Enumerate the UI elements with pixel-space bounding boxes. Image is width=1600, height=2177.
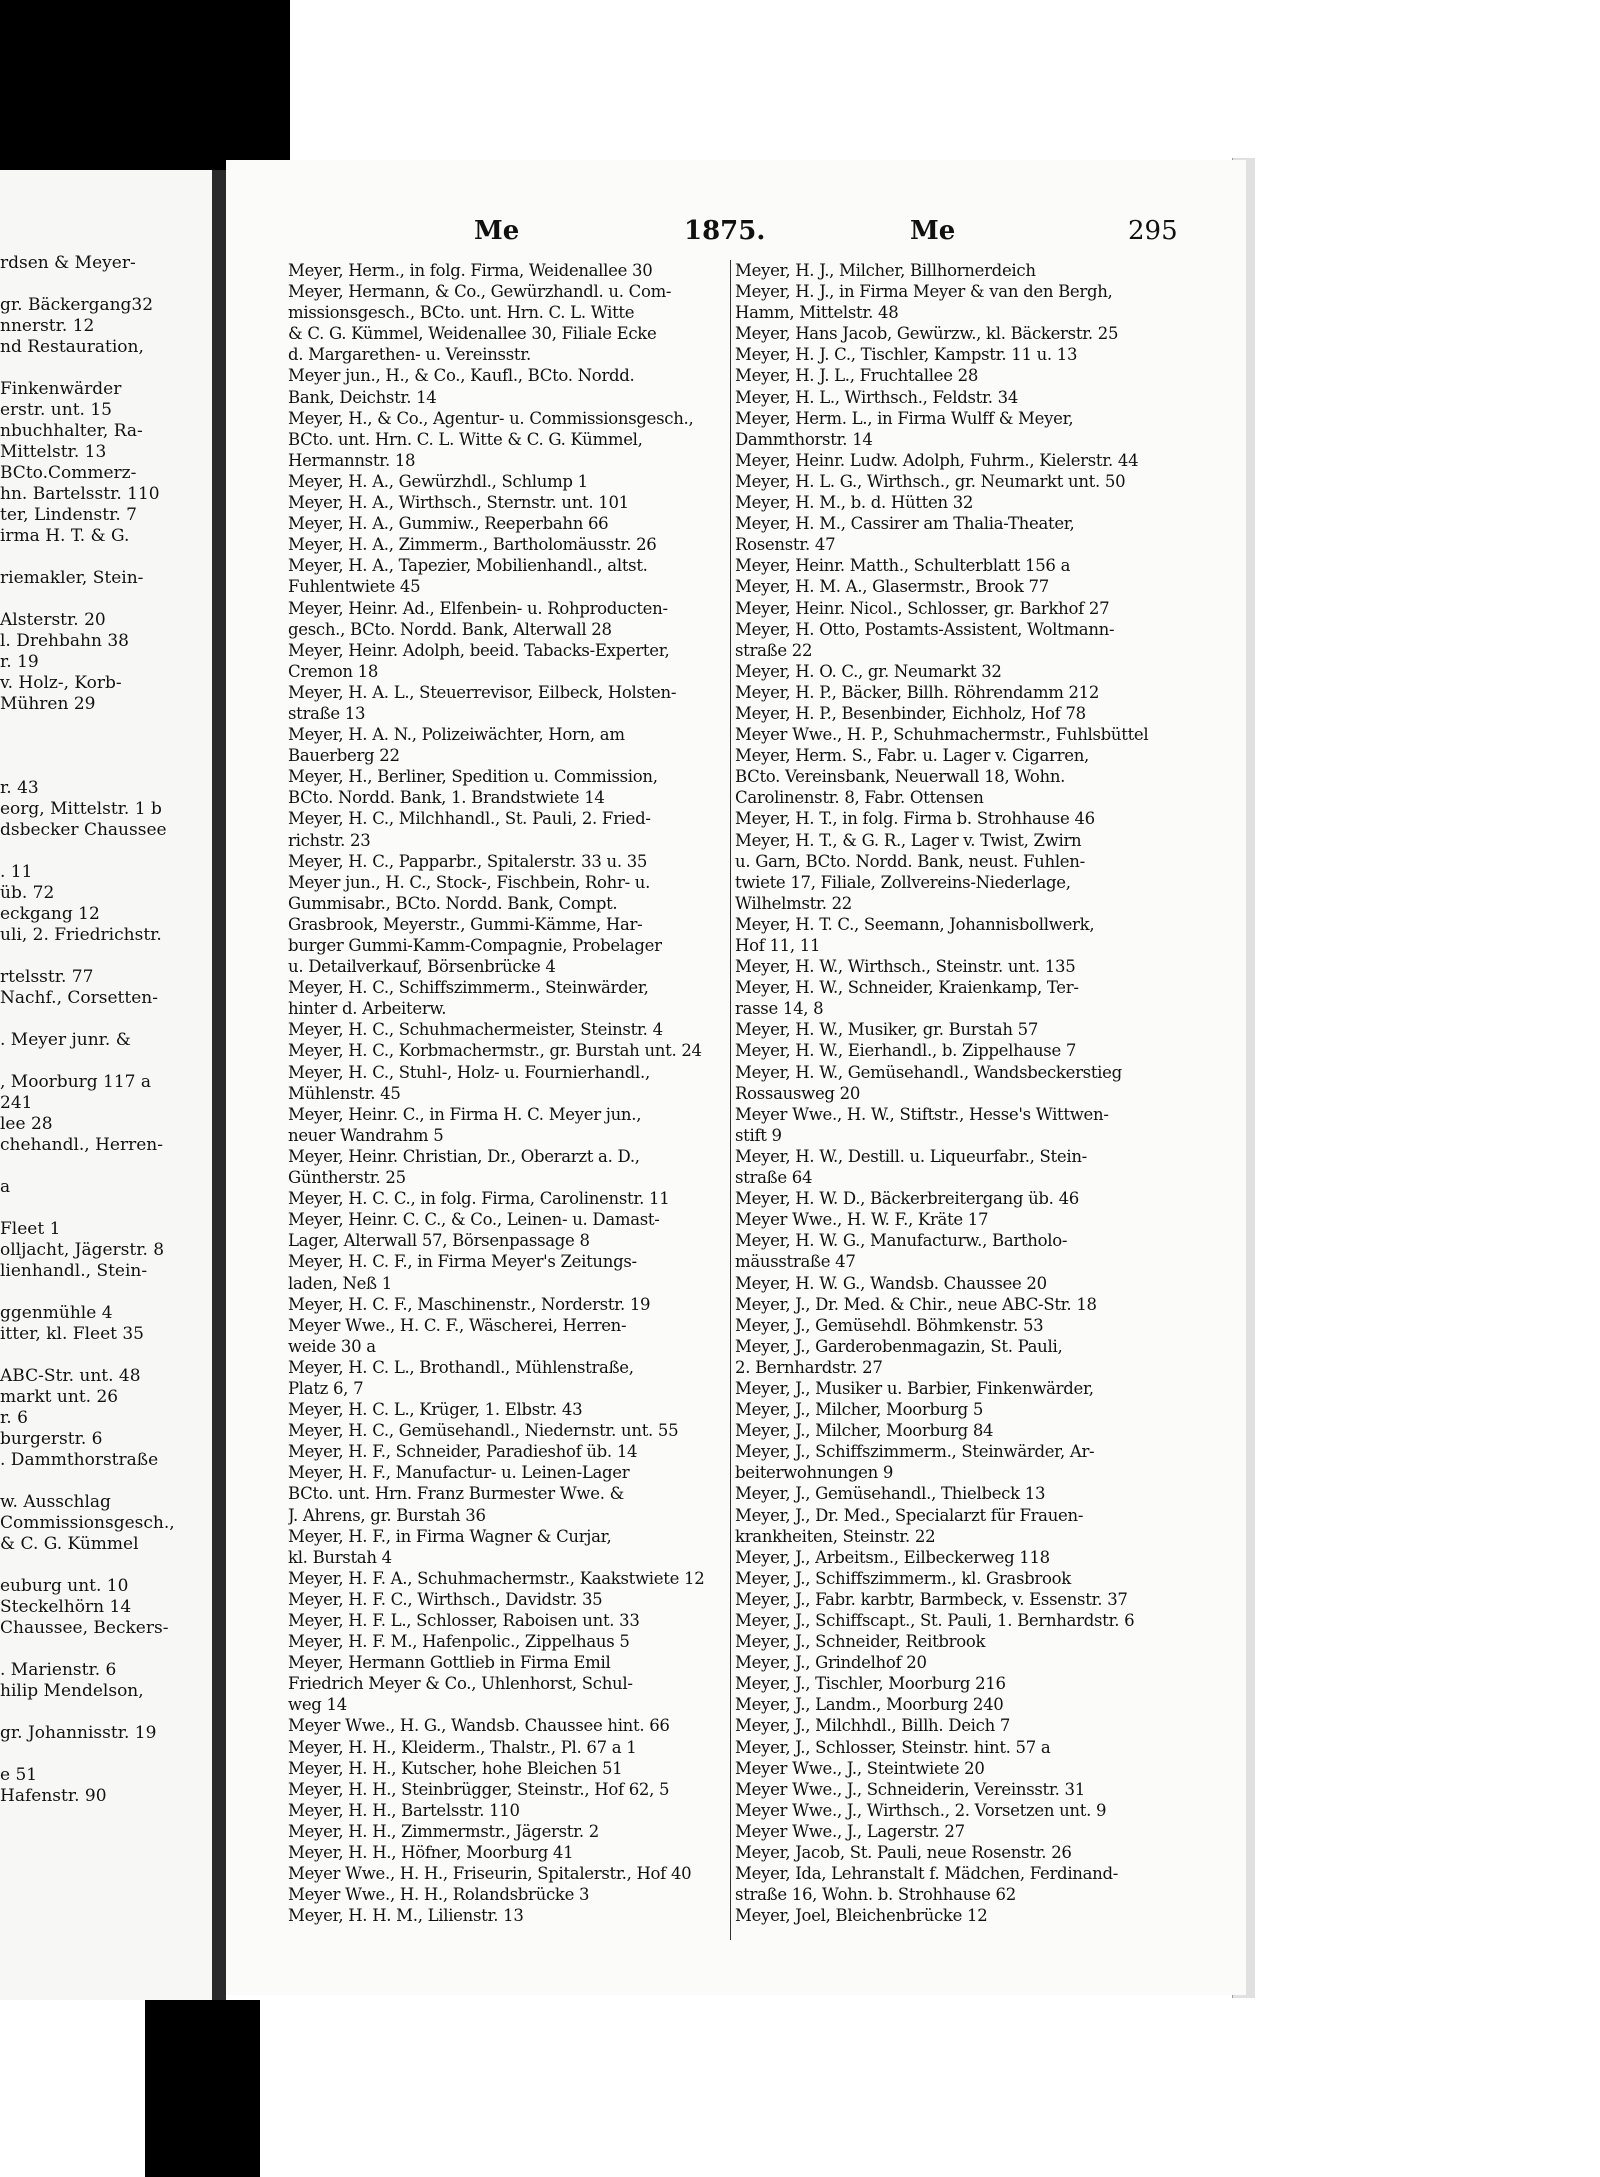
left-page-line: r. 6 — [0, 1408, 28, 1428]
directory-entry: Meyer, H. F. A., Schuhmachermstr., Kaakstwiete 12 — [288, 1568, 705, 1588]
directory-entry: Meyer, H. C. F., Maschinenstr., Norderstr. 19 — [288, 1294, 651, 1314]
left-page-line: Chaussee, Beckers- — [0, 1618, 169, 1638]
directory-entry: Meyer, H. H., Kutscher, hohe Bleichen 51 — [288, 1758, 623, 1778]
directory-entry: Meyer, H. W. G., Wandsb. Chaussee 20 — [735, 1273, 1047, 1293]
left-page-line: euburg unt. 10 — [0, 1576, 129, 1596]
directory-entry: Meyer, H. H., Zimmermstr., Jägerstr. 2 — [288, 1821, 599, 1841]
directory-entry: Meyer, H. W., Musiker, gr. Burstah 57 — [735, 1020, 1039, 1040]
directory-entry: Meyer, J., Grindelhof 20 — [735, 1653, 927, 1673]
left-page-line — [0, 274, 212, 295]
left-page-line: lienhandl., Stein- — [0, 1261, 148, 1281]
left-page-line: Nachf., Corsetten- — [0, 988, 158, 1008]
directory-entry: Friedrich Meyer & Co., Uhlenhorst, Schul- — [288, 1674, 633, 1694]
directory-entry: burger Gummi-Kamm-Compagnie, Probelager — [288, 936, 662, 955]
left-page-line: ggenmühle 4 — [0, 1303, 113, 1323]
directory-entry: Meyer, H. T., & G. R., Lager v. Twist, Zwirn — [735, 830, 1082, 850]
directory-entry: Meyer, H. A. N., Polizeiwächter, Horn, am — [288, 725, 625, 745]
left-page-line: rtelsstr. 77 — [0, 967, 94, 987]
directory-entry: Meyer, J., Schiffszimmerm., Steinwärder, Ar- — [735, 1442, 1095, 1462]
directory-entry: Meyer, J., Milchhdl., Billh. Deich 7 — [735, 1716, 1011, 1736]
scan-border-bottom — [145, 2000, 260, 2177]
directory-entry: Meyer, J., Fabr. karbtr, Barmbeck, v. Essenstr. 37 — [735, 1589, 1128, 1609]
directory-entry: Meyer, H. F., Manufactur- u. Leinen-Lager — [288, 1463, 630, 1483]
directory-entry: Meyer Wwe., J., Lagerstr. 27 — [735, 1821, 965, 1841]
left-page-line — [0, 547, 212, 568]
directory-entry: Meyer, Hermann Gottlieb in Firma Emil — [288, 1653, 611, 1673]
directory-entry: Meyer, H. A. L., Steuerrevisor, Eilbeck, Holsten- — [288, 682, 677, 702]
directory-entry: Meyer, H. C. F., in Firma Meyer's Zeitungs- — [288, 1252, 637, 1272]
left-page-line: rdsen & Meyer- — [0, 253, 136, 273]
left-page-line: eckgang 12 — [0, 904, 100, 924]
directory-entry: u. Detailverkauf, Börsenbrücke 4 — [288, 957, 556, 977]
directory-entry: Meyer, H. F. M., Hafenpolic., Zippelhaus 5 — [288, 1632, 630, 1652]
directory-entry: Meyer, H. F. C., Wirthsch., Davidstr. 35 — [288, 1589, 603, 1609]
directory-entry: Meyer, H. C., Gemüsehandl., Niedernstr. unt. 55 — [288, 1421, 679, 1441]
directory-entry: weg 14 — [288, 1695, 347, 1715]
directory-entry: Meyer, H. F., in Firma Wagner & Curjar, — [288, 1526, 612, 1546]
directory-entry: BCto. Nordd. Bank, 1. Brandstwiete 14 — [288, 788, 605, 808]
directory-entry: beiterwohnungen 9 — [735, 1463, 894, 1483]
left-page-line: irma H. T. & G. — [0, 526, 130, 546]
left-page-line: Hafenstr. 90 — [0, 1786, 107, 1806]
book-gutter — [212, 170, 226, 2000]
left-page-line — [0, 1555, 212, 1576]
left-page-line: & C. G. Kümmel — [0, 1534, 139, 1554]
directory-entry: Meyer, Heinr. C. C., & Co., Leinen- u. Damast- — [288, 1210, 660, 1230]
left-page-line: nd Restauration, — [0, 337, 144, 357]
directory-entry: Meyer, J., Gemüsehandl., Thielbeck 13 — [735, 1484, 1046, 1504]
directory-entry: gesch., BCto. Nordd. Bank, Alterwall 28 — [288, 619, 612, 639]
directory-entry: twiete 17, Filiale, Zollvereins-Niederlage, — [735, 872, 1071, 892]
directory-entry: Meyer Wwe., H. W., Stiftstr., Hesse's Wittwen- — [735, 1104, 1109, 1124]
directory-entry: Meyer, J., Milcher, Moorburg 84 — [735, 1421, 994, 1441]
directory-entry: Meyer, H. W., Eierhandl., b. Zippelhause 7 — [735, 1041, 1077, 1061]
directory-entry: Meyer, Heinr. Christian, Dr., Oberarzt a. D., — [288, 1146, 640, 1166]
header-year: 1875. — [684, 216, 766, 246]
left-page-line: Alsterstr. 20 — [0, 610, 106, 630]
directory-entry: Meyer Wwe., H. H., Friseurin, Spitalerstr., Hof 40 — [288, 1864, 692, 1884]
directory-entry: Grasbrook, Meyerstr., Gummi-Kämme, Har- — [288, 914, 643, 934]
directory-entry: Meyer, J., Arbeitsm., Eilbeckerweg 118 — [735, 1547, 1050, 1567]
directory-entry: Meyer, H. P., Bäcker, Billh. Röhrendamm 212 — [735, 682, 1100, 702]
directory-entry: richstr. 23 — [288, 830, 371, 850]
directory-entry: Meyer, H. J., Milcher, Billhornerdeich — [735, 261, 1036, 280]
left-page-line: e 51 — [0, 1765, 38, 1785]
directory-entry: straße 13 — [288, 703, 366, 723]
directory-entry: mäusstraße 47 — [735, 1252, 856, 1272]
directory-entry: BCto. Vereinsbank, Neuerwall 18, Wohn. — [735, 767, 1066, 787]
left-page-line: uli, 2. Friedrichstr. — [0, 925, 162, 945]
directory-entry: Platz 6, 7 — [288, 1378, 364, 1398]
directory-entry: Meyer, J., Dr. Med., Specialarzt für Frauen- — [735, 1505, 1084, 1525]
left-page-line: erstr. unt. 15 — [0, 400, 112, 420]
directory-entry: Meyer, Heinr. Nicol., Schlosser, gr. Barkhof 27 — [735, 598, 1110, 618]
directory-entry: Meyer, Heinr. Matth., Schulterblatt 156 a — [735, 556, 1071, 576]
left-page-line — [0, 1198, 212, 1219]
directory-entry: Meyer, Hans Jacob, Gewürzw., kl. Bäckerstr. 25 — [735, 324, 1119, 344]
directory-entry: Meyer, H. Otto, Postamts-Assistent, Woltmann- — [735, 619, 1115, 639]
left-page-line — [0, 1051, 212, 1072]
directory-entry: Meyer, H. H., Steinbrügger, Steinstr., Hof 62, 5 — [288, 1779, 670, 1799]
directory-entry: Meyer, Hermann, & Co., Gewürzhandl. u. Com- — [288, 282, 672, 302]
left-page-line — [0, 841, 212, 862]
left-page-line: itter, kl. Fleet 35 — [0, 1324, 144, 1344]
directory-entry: Gummisabr., BCto. Nordd. Bank, Compt. — [288, 893, 618, 913]
left-page-line: BCto.Commerz- — [0, 463, 137, 483]
directory-entry: Meyer, H. J. L., Fruchtallee 28 — [735, 366, 979, 386]
directory-entry: Meyer, J., Dr. Med. & Chir., neue ABC-Str. 18 — [735, 1294, 1097, 1314]
directory-entry: Meyer, H. P., Besenbinder, Eichholz, Hof 78 — [735, 703, 1086, 723]
directory-entry: Meyer, Herm. L., in Firma Wulff & Meyer, — [735, 408, 1074, 428]
directory-entry: Meyer, Ida, Lehranstalt f. Mädchen, Ferdinand- — [735, 1864, 1119, 1884]
directory-entry: Meyer, Heinr. Adolph, beeid. Tabacks-Experter, — [288, 640, 670, 660]
directory-entry: Mühlenstr. 45 — [288, 1083, 401, 1103]
left-page-line — [0, 715, 212, 736]
left-page-line: eorg, Mittelstr. 1 b — [0, 799, 162, 819]
directory-entry: kl. Burstah 4 — [288, 1547, 392, 1567]
directory-entry: Carolinenstr. 8, Fabr. Ottensen — [735, 788, 984, 808]
page-header — [474, 216, 1178, 246]
directory-entry: Hof 11, 11 — [735, 936, 821, 955]
page-number: 295 — [1128, 216, 1178, 246]
left-page-line: markt unt. 26 — [0, 1387, 119, 1407]
directory-entry: Meyer, H. A., Wirthsch., Sternstr. unt. 101 — [288, 493, 629, 513]
left-page-line — [0, 946, 212, 967]
directory-entry: Meyer, Jacob, St. Pauli, neue Rosenstr. 26 — [735, 1843, 1072, 1863]
left-page-line — [0, 1702, 212, 1723]
left-page-line: lee 28 — [0, 1114, 53, 1134]
directory-entry: Meyer, H. M., b. d. Hütten 32 — [735, 493, 974, 513]
directory-entry: Meyer, H. A., Tapezier, Mobilienhandl., altst. — [288, 556, 648, 576]
left-page-line — [0, 1639, 212, 1660]
left-page-line: Commissionsgesch., — [0, 1513, 175, 1533]
left-page-line: nnerstr. 12 — [0, 316, 95, 336]
directory-column-left — [288, 260, 718, 1926]
directory-entry: Meyer, J., Milcher, Moorburg 5 — [735, 1400, 984, 1420]
left-page-line — [0, 1156, 212, 1177]
directory-entry: Meyer, Heinr. Ad., Elfenbein- u. Rohproducten- — [288, 598, 668, 618]
directory-entry: Meyer Wwe., J., Wirthsch., 2. Vorsetzen unt. 9 — [735, 1800, 1107, 1820]
directory-entry: Meyer, H. A., Gummiw., Reeperbahn 66 — [288, 514, 609, 534]
directory-entry: Güntherstr. 25 — [288, 1168, 406, 1188]
directory-entry: Meyer, H. A., Zimmerm., Bartholomäusstr. 26 — [288, 535, 657, 555]
directory-entry: Bank, Deichstr. 14 — [288, 387, 437, 407]
directory-entry: Meyer, H. C., Stuhl-, Holz- u. Fournierhandl., — [288, 1062, 650, 1082]
directory-entry: Meyer, H. J. C., Tischler, Kampstr. 11 u. 13 — [735, 345, 1078, 365]
directory-entry: Meyer, J., Landm., Moorburg 240 — [735, 1695, 1004, 1715]
directory-entry: Lager, Alterwall 57, Börsenpassage 8 — [288, 1231, 590, 1251]
directory-entry: u. Garn, BCto. Nordd. Bank, neust. Fuhlen- — [735, 851, 1085, 871]
directory-entry: Cremon 18 — [288, 661, 379, 681]
directory-entry: Meyer, H. T., in folg. Firma b. Strohhause 46 — [735, 809, 1095, 829]
directory-entry: Meyer, H., & Co., Agentur- u. Commissionsgesch., — [288, 408, 694, 428]
directory-entry: Meyer, H. W., Gemüsehandl., Wandsbeckerstieg — [735, 1062, 1122, 1082]
directory-entry: Meyer, H. M. A., Glasermstr., Brook 77 — [735, 577, 1049, 597]
left-page-line: gr. Johannisstr. 19 — [0, 1723, 157, 1743]
left-page-line: gr. Bäckergang32 — [0, 295, 154, 315]
left-page-line: burgerstr. 6 — [0, 1429, 103, 1449]
directory-entry: Meyer, H. W. D., Bäckerbreitergang üb. 46 — [735, 1189, 1079, 1209]
directory-entry: Meyer, H. L. G., Wirthsch., gr. Neumarkt unt. 50 — [735, 471, 1126, 491]
directory-entry: Meyer Wwe., J., Steintwiete 20 — [735, 1758, 985, 1778]
directory-entry: Meyer, H. C. L., Krüger, 1. Elbstr. 43 — [288, 1400, 583, 1420]
directory-entry: straße 22 — [735, 640, 813, 660]
left-page-line — [0, 757, 212, 778]
left-page-line: dsbecker Chaussee — [0, 820, 167, 840]
directory-entry: J. Ahrens, gr. Burstah 36 — [288, 1505, 486, 1525]
directory-entry: rasse 14, 8 — [735, 999, 824, 1019]
header-right-label: Me — [910, 216, 956, 246]
left-page-line — [0, 1345, 212, 1366]
left-page-line: . Dammthorstraße — [0, 1450, 159, 1470]
left-page-line: hilip Mendelson, — [0, 1681, 144, 1701]
scan-border-top — [0, 0, 290, 170]
directory-entry: missionsgesch., BCto. unt. Hrn. C. L. Witte — [288, 303, 635, 323]
directory-entry: Meyer Wwe., H. P., Schuhmachermstr., Fuhlsbüttel — [735, 725, 1149, 745]
left-page-line: riemakler, Stein- — [0, 568, 144, 588]
left-page-line — [0, 589, 212, 610]
directory-entry: Meyer Wwe., J., Schneiderin, Vereinsstr. 31 — [735, 1779, 1085, 1799]
directory-entry: Meyer Wwe., H. G., Wandsb. Chaussee hint. 66 — [288, 1716, 670, 1736]
directory-entry: Bauerberg 22 — [288, 746, 400, 766]
directory-entry: Meyer, J., Musiker u. Barbier, Finkenwärder, — [735, 1378, 1094, 1398]
directory-entry: Meyer, Herm., in folg. Firma, Weidenallee 30 — [288, 261, 653, 280]
directory-entry: Meyer, H. L., Wirthsch., Feldstr. 34 — [735, 387, 1019, 407]
directory-entry: Hamm, Mittelstr. 48 — [735, 303, 899, 323]
left-page-line — [0, 1744, 212, 1765]
directory-entry: Meyer jun., H., & Co., Kaufl., BCto. Nordd. — [288, 366, 635, 386]
directory-entry: Meyer, H. W., Schneider, Kraienkamp, Ter- — [735, 978, 1079, 998]
directory-entry: d. Margarethen- u. Vereinsstr. — [288, 345, 531, 365]
directory-entry: & C. G. Kümmel, Weidenallee 30, Filiale Ecke — [288, 324, 657, 344]
left-page-line: Steckelhörn 14 — [0, 1597, 132, 1617]
directory-entry: Meyer, Herm. S., Fabr. u. Lager v. Cigarren, — [735, 746, 1089, 766]
directory-entry: BCto. unt. Hrn. Franz Burmester Wwe. & — [288, 1484, 624, 1504]
directory-entry: Meyer, H. C., Milchhandl., St. Pauli, 2. Fried- — [288, 809, 651, 829]
left-page-line: Fleet 1 — [0, 1219, 61, 1239]
left-page-line: olljacht, Jägerstr. 8 — [0, 1240, 165, 1260]
directory-entry: stift 9 — [735, 1125, 782, 1145]
directory-entry: Meyer, J., Schneider, Reitbrook — [735, 1632, 986, 1652]
directory-entry: Meyer, H. H., Kleiderm., Thalstr., Pl. 67 a 1 — [288, 1737, 637, 1757]
directory-entry: Meyer, H. H., Höfner, Moorburg 41 — [288, 1843, 574, 1863]
directory-entry: weide 30 a — [288, 1336, 376, 1356]
directory-entry: Meyer, J., Gemüsehdl. Böhmkenstr. 53 — [735, 1315, 1044, 1335]
left-page-line: . 11 — [0, 862, 33, 882]
directory-entry: straße 16, Wohn. b. Strohhause 62 — [735, 1885, 1016, 1905]
left-page-line: nbuchhalter, Ra- — [0, 421, 143, 441]
directory-entry: Hermannstr. 18 — [288, 450, 416, 470]
directory-entry: Meyer Wwe., H. H., Rolandsbrücke 3 — [288, 1885, 590, 1905]
left-page — [0, 170, 212, 2000]
directory-entry: Meyer jun., H. C., Stock-, Fischbein, Rohr- u. — [288, 872, 651, 892]
directory-entry: laden, Neß 1 — [288, 1273, 392, 1293]
directory-entry: Meyer, H. C. L., Brothandl., Mühlenstraße, — [288, 1357, 634, 1377]
directory-entry: Meyer, H. H., Bartelsstr. 110 — [288, 1800, 520, 1820]
directory-entry: Meyer, H. T. C., Seemann, Johannisbollwerk, — [735, 914, 1095, 934]
directory-column-right — [730, 260, 1165, 1940]
directory-entry: Meyer, J., Schiffscapt., St. Pauli, 1. Bernhardstr. 6 — [735, 1611, 1135, 1630]
directory-entry: Meyer, H. C., Papparbr., Spitalerstr. 33 u. 35 — [288, 851, 648, 871]
directory-entry: Meyer Wwe., H. C. F., Wäscherei, Herren- — [288, 1315, 627, 1335]
directory-entry: Meyer, H. M., Cassirer am Thalia-Theater, — [735, 514, 1075, 534]
directory-entry: Meyer, H. J., in Firma Meyer & van den Bergh, — [735, 282, 1113, 302]
directory-entry: Meyer Wwe., H. W. F., Kräte 17 — [735, 1210, 989, 1230]
left-page-line: , Moorburg 117 a — [0, 1072, 152, 1092]
left-page-line: 241 — [0, 1093, 33, 1113]
left-page-line: a — [0, 1177, 11, 1197]
directory-entry: Rosenstr. 47 — [735, 535, 836, 555]
left-page-line: Finkenwärder — [0, 379, 122, 399]
left-page-line: üb. 72 — [0, 883, 55, 903]
directory-entry: Dammthorstr. 14 — [735, 429, 873, 449]
header-left-label: Me — [474, 216, 520, 246]
directory-entry: straße 64 — [735, 1168, 813, 1188]
directory-entry: Meyer, H. C., Schiffszimmerm., Steinwärder, — [288, 978, 649, 998]
directory-entry: hinter d. Arbeiterw. — [288, 999, 447, 1019]
left-page-line — [0, 1471, 212, 1492]
left-page-line: Mühren 29 — [0, 694, 96, 714]
left-page-line: Mittelstr. 13 — [0, 442, 107, 462]
left-page-line: ABC-Str. unt. 48 — [0, 1366, 141, 1386]
directory-entry: Meyer, Joel, Bleichenbrücke 12 — [735, 1906, 988, 1926]
directory-entry: BCto. unt. Hrn. C. L. Witte & C. G. Kümmel, — [288, 429, 643, 449]
left-page-line: ter, Lindenstr. 7 — [0, 505, 137, 525]
directory-entry: Meyer, H. F. L., Schlosser, Raboisen unt. 33 — [288, 1611, 640, 1630]
left-page-line: w. Ausschlag — [0, 1492, 111, 1512]
left-page-line: v. Holz-, Korb- — [0, 673, 122, 693]
directory-entry: Meyer, H. C. C., in folg. Firma, Carolinenstr. 11 — [288, 1189, 670, 1209]
directory-entry: Meyer, H. C., Korbmachermstr., gr. Burstah unt. 24 — [288, 1041, 702, 1061]
directory-entry: Meyer, H. W. G., Manufacturw., Bartholo- — [735, 1231, 1068, 1251]
left-page-line — [0, 1282, 212, 1303]
left-page-line: . Marienstr. 6 — [0, 1660, 117, 1680]
directory-entry: Meyer, H. H. M., Lilienstr. 13 — [288, 1906, 524, 1926]
left-page-line — [0, 1009, 212, 1030]
directory-entry: Meyer, H. W., Wirthsch., Steinstr. unt. 135 — [735, 957, 1076, 977]
left-page-line: . Meyer junr. & — [0, 1030, 131, 1050]
directory-entry: Fuhlentwiete 45 — [288, 577, 421, 597]
directory-entry: 2. Bernhardstr. 27 — [735, 1357, 883, 1377]
left-page-line: l. Drehbahn 38 — [0, 631, 129, 651]
directory-entry: Meyer, H. O. C., gr. Neumarkt 32 — [735, 661, 1002, 681]
directory-entry: Rossausweg 20 — [735, 1083, 861, 1103]
left-page-line: r. 43 — [0, 778, 39, 798]
directory-entry: Meyer, J., Garderobenmagazin, St. Pauli, — [735, 1336, 1063, 1356]
directory-entry: Meyer, H. F., Schneider, Paradieshof üb. 14 — [288, 1442, 638, 1462]
directory-entry: Meyer, H. W., Destill. u. Liqueurfabr., Stein- — [735, 1146, 1087, 1166]
directory-entry: Meyer, Heinr. Ludw. Adolph, Fuhrm., Kielerstr. 44 — [735, 450, 1139, 470]
directory-entry: Meyer, H. A., Gewürzhdl., Schlump 1 — [288, 471, 588, 491]
left-page-line: chehandl., Herren- — [0, 1135, 163, 1155]
directory-entry: Meyer, H. C., Schuhmachermeister, Steinstr. 4 — [288, 1020, 663, 1040]
directory-entry: Wilhelmstr. 22 — [735, 893, 852, 913]
directory-entry: Meyer, J., Tischler, Moorburg 216 — [735, 1674, 1006, 1694]
directory-entry: Meyer, H., Berliner, Spedition u. Commission, — [288, 767, 658, 787]
left-page-line: hn. Bartelsstr. 110 — [0, 484, 160, 504]
left-page-line: r. 19 — [0, 652, 39, 672]
left-page-line — [0, 358, 212, 379]
directory-entry: Meyer, J., Schiffszimmerm., kl. Grasbrook — [735, 1568, 1071, 1588]
left-page-line — [0, 736, 212, 757]
left-page-text — [0, 253, 212, 1807]
directory-entry: Meyer, Heinr. C., in Firma H. C. Meyer jun., — [288, 1104, 642, 1124]
directory-entry: Meyer, J., Schlosser, Steinstr. hint. 57 a — [735, 1737, 1051, 1757]
directory-entry: krankheiten, Steinstr. 22 — [735, 1526, 936, 1546]
directory-entry: neuer Wandrahm 5 — [288, 1125, 444, 1145]
